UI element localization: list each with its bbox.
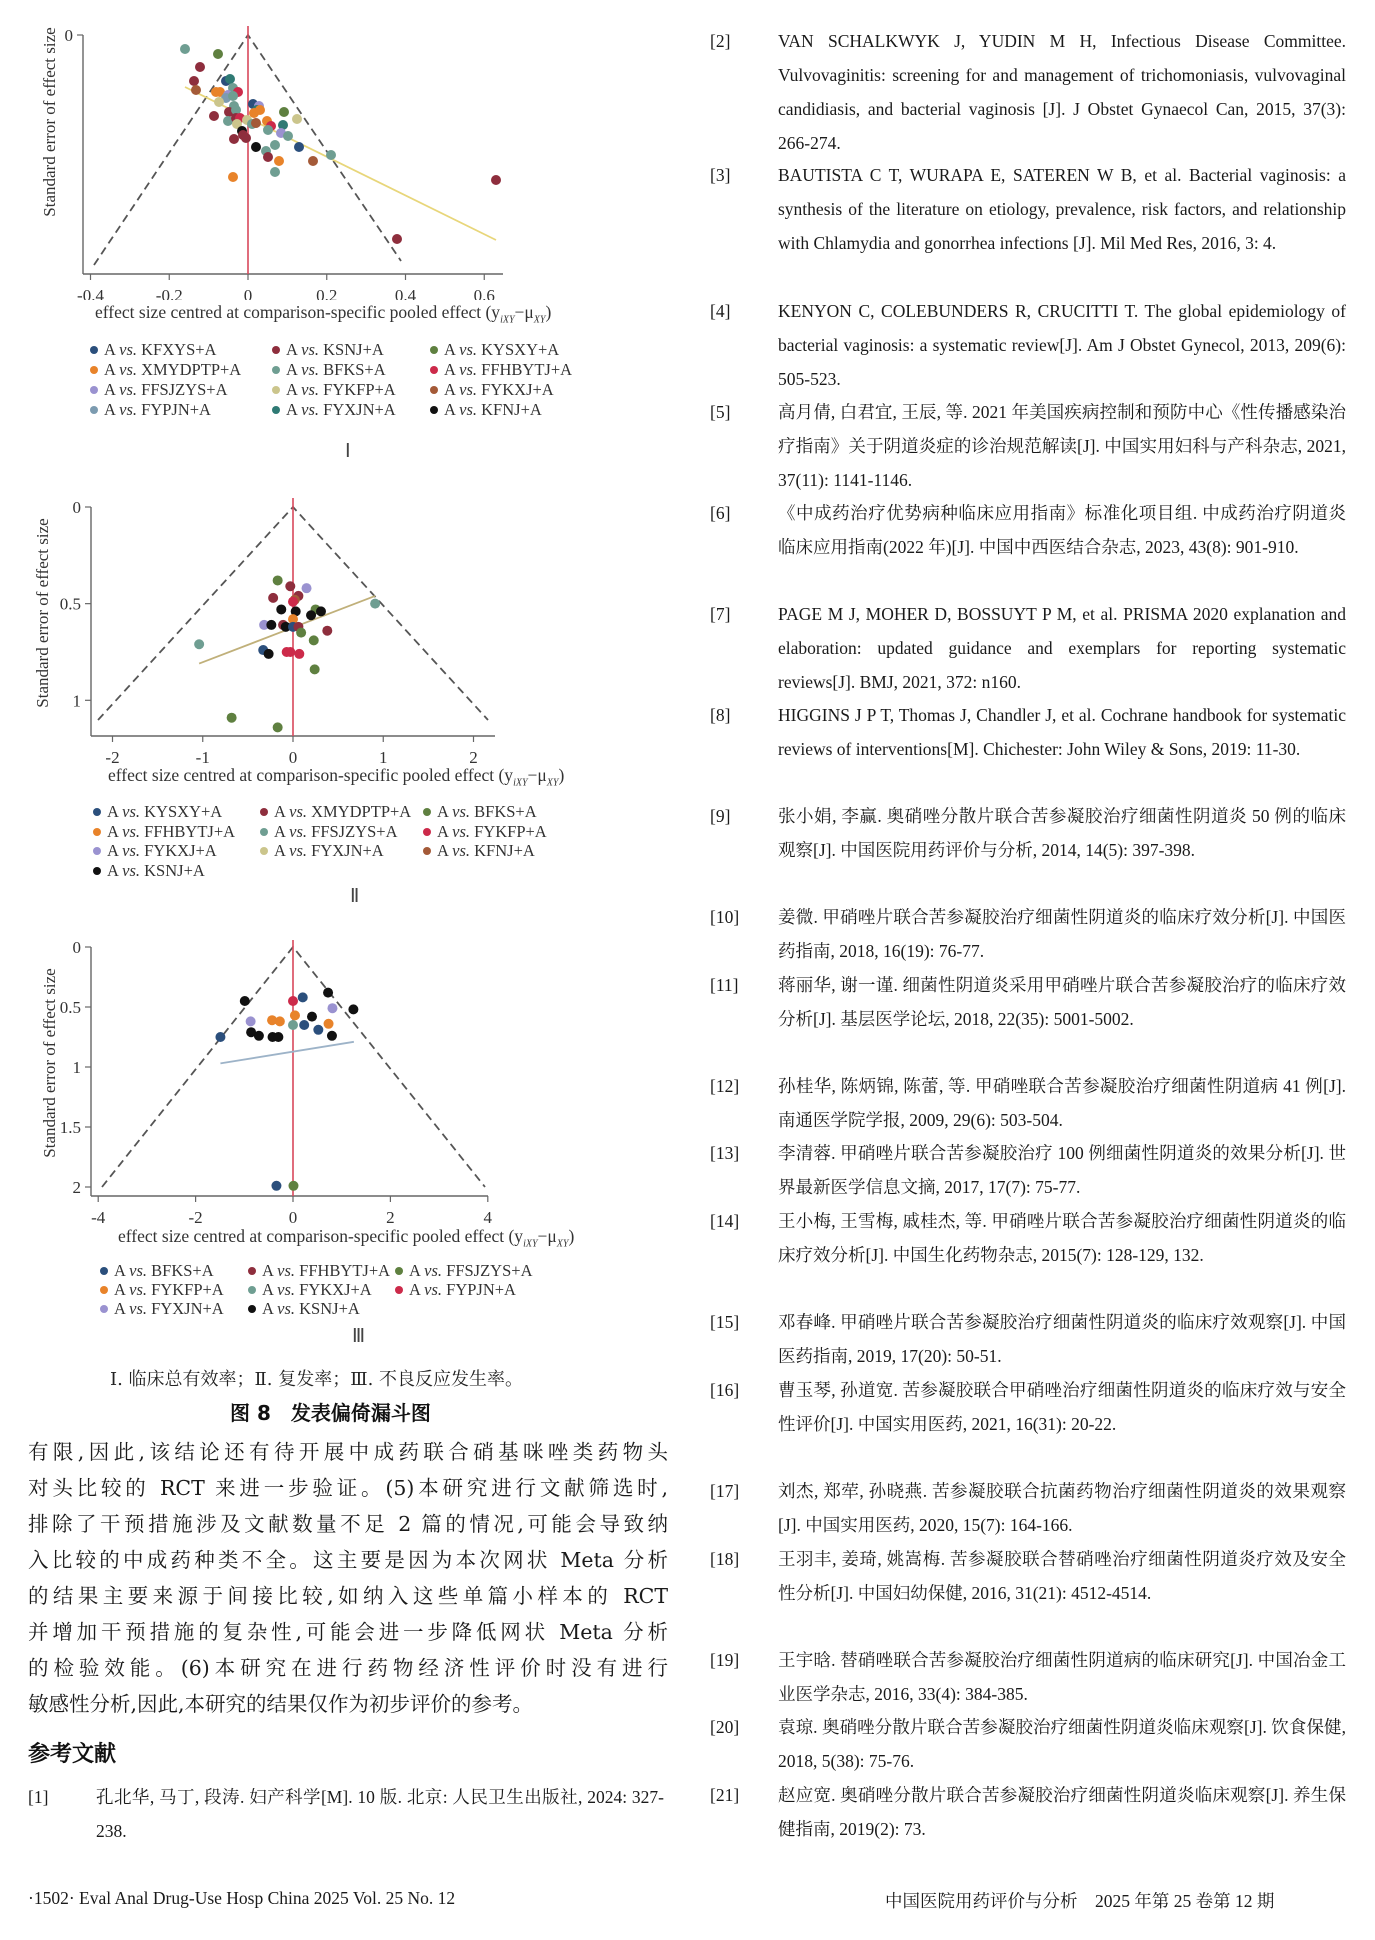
legend-item: A vs. KYSXY+A: [93, 802, 222, 821]
legend-item: A vs. FYKFP+A: [272, 380, 396, 399]
study-point: [273, 1032, 283, 1042]
reference-text: 《中成药治疗优势病种临床应用指南》标准化项目组. 中成药治疗阴道炎临床应用指南(2022 年)[J]. 中国中西医结合杂志, 2023, 43(8): 901-910.: [778, 503, 1346, 557]
study-point: [307, 1012, 317, 1022]
legend-item: A vs. XMYDPTP+A: [90, 360, 241, 379]
legend-dot-icon: [90, 406, 98, 414]
reference-number: [6]: [710, 503, 731, 523]
x-tick-label: -0.4: [77, 286, 104, 300]
legend-item: A vs. BFKS+A: [100, 1261, 214, 1280]
study-point: [215, 1032, 225, 1042]
funnel-plot-adverse-reactions: [0, 920, 680, 1230]
reference-item: [710, 496, 1350, 598]
reference-item: [710, 1474, 1350, 1542]
funnel-plot-clinical-efficacy: [0, 0, 680, 300]
panel-label-III: Ⅲ: [352, 1326, 366, 1347]
x-tick-label: -4: [91, 1208, 106, 1227]
study-point: [327, 1031, 337, 1041]
reference-number: [10]: [710, 907, 740, 927]
reference-item: [710, 1643, 1350, 1711]
legend-item: A vs. KSNJ+A: [248, 1299, 360, 1318]
x-tick-label: -1: [195, 748, 210, 767]
legend-dot-icon: [260, 808, 268, 816]
adjusted-regression-line: [220, 1042, 353, 1064]
study-point: [273, 722, 283, 732]
study-point: [273, 575, 283, 585]
study-point: [294, 142, 304, 152]
study-point: [274, 156, 284, 166]
reference-number: [1]: [28, 1787, 49, 1807]
legend-item: A vs. FYKXJ+A: [430, 380, 554, 399]
legend-dot-icon: [395, 1286, 403, 1294]
study-point: [285, 581, 295, 591]
funnel-plot-recurrence: [0, 480, 680, 770]
study-point: [302, 583, 312, 593]
body-text-line: 的结果主要来源于间接比较,如纳入这些单篇小样本的 RCT: [28, 1584, 668, 1608]
legend-dot-icon: [260, 828, 268, 836]
legend-item: A vs. FFHBYTJ+A: [248, 1261, 390, 1280]
legend-item: A vs. FFSJZYS+A: [90, 380, 227, 399]
legend-item: A vs. FYKFP+A: [100, 1280, 224, 1299]
study-point: [191, 85, 201, 95]
study-point: [316, 606, 326, 616]
study-point: [225, 74, 235, 84]
reference-number: [15]: [710, 1312, 740, 1332]
figure-title: 图 8 发表偏倚漏斗图: [230, 1401, 431, 1425]
study-point: [229, 134, 239, 144]
study-point: [271, 1181, 281, 1191]
legend-item: A vs. FFSJZYS+A: [260, 822, 397, 841]
study-point: [209, 111, 219, 121]
legend-item: A vs. FYXJN+A: [260, 841, 384, 860]
panel-label-I: Ⅰ: [345, 441, 351, 462]
reference-item: [710, 799, 1350, 901]
legend-dot-icon: [430, 406, 438, 414]
body-text-line: 敏感性分析,因此,本研究的结果仅作为初步评价的参考。: [28, 1692, 534, 1716]
reference-text: 袁琼. 奥硝唑分散片联合苦参凝胶治疗细菌性阴道炎临床观察[J]. 饮食保健, 2018, 5(38): 75-76.: [778, 1717, 1346, 1771]
reference-item: [28, 1780, 668, 1848]
legend-item: A vs. KFNJ+A: [423, 841, 535, 860]
study-point: [189, 76, 199, 86]
plot-area: [40, 26, 503, 300]
reference-text: 王宇晗. 替硝唑联合苦参凝胶治疗细菌性阴道病的临床研究[J]. 中国冶金工业医学杂志, 2016, 33(4): 384-385.: [778, 1650, 1346, 1704]
reference-number: [17]: [710, 1481, 740, 1501]
y-tick-label: 0.5: [59, 594, 81, 614]
study-point: [195, 62, 205, 72]
reference-number: [20]: [710, 1717, 740, 1737]
study-point: [194, 639, 204, 649]
legend-item: A vs. FYXJN+A: [100, 1299, 224, 1318]
reference-text: 王羽丰, 姜琦, 姚嵩梅. 苦参凝胶联合替硝唑治疗细菌性阴道炎疗效及安全性分析[J]. 中国妇幼保健, 2016, 31(21): 4512-4514.: [778, 1549, 1346, 1603]
legend-item: A vs. XMYDPTP+A: [260, 802, 411, 821]
legend-dot-icon: [248, 1305, 256, 1313]
reference-text: 赵应宽. 奥硝唑分散片联合苦参凝胶治疗细菌性阴道炎临床观察[J]. 养生保健指南, 2019(2): 73.: [778, 1785, 1346, 1839]
study-point: [308, 156, 318, 166]
study-point: [290, 1010, 300, 1020]
funnel-plot-canvas: [0, 0, 680, 300]
reference-number: [18]: [710, 1549, 740, 1569]
legend-dot-icon: [272, 366, 280, 374]
reference-number: [7]: [710, 604, 731, 624]
legend-item: A vs. BFKS+A: [272, 360, 386, 379]
footer-left: ·1502· Eval Anal Drug-Use Hosp China 2025 Vol. 25 No. 12: [28, 1888, 456, 1908]
body-text-line: 对头比较的 RCT 来进一步验证。(5)本研究进行文献筛选时,: [28, 1476, 668, 1500]
legend-item: A vs. FYXJN+A: [272, 400, 396, 419]
x-tick-label: -2: [105, 748, 120, 767]
plot-area: [33, 498, 495, 767]
reference-item: [710, 1136, 1350, 1204]
reference-text: 邓春峰. 甲硝唑片联合苦参凝胶治疗细菌性阴道炎的临床疗效观察[J]. 中国医药指南, 2019, 17(20): 50-51.: [778, 1312, 1346, 1366]
y-tick-label: 1: [72, 691, 81, 711]
legend-dot-icon: [430, 386, 438, 394]
reference-item: [710, 1305, 1350, 1373]
study-point: [309, 635, 319, 645]
reference-number: [11]: [710, 975, 739, 995]
study-point: [288, 1020, 298, 1030]
y-axis-label: Standard error of effect size: [33, 518, 52, 708]
study-point: [255, 105, 265, 115]
study-point: [254, 1031, 264, 1041]
study-point: [270, 140, 280, 150]
legend-item: A vs. FYPJN+A: [90, 400, 211, 419]
reference-item: [710, 1778, 1350, 1846]
legend-dot-icon: [272, 386, 280, 394]
reference-text: HIGGINS J P T, Thomas J, Chandler J, et al. Cochrane handbook for systematic reviews of interventions[M]. Chichester: John Wiley & Sons, 2019: 11-30.: [778, 705, 1346, 759]
study-point: [213, 49, 223, 59]
y-tick-label: 0: [72, 938, 81, 957]
legend-item: A vs. FYKFP+A: [423, 822, 547, 841]
study-point: [324, 1019, 334, 1029]
legend-dot-icon: [260, 847, 268, 855]
reference-number: [14]: [710, 1211, 740, 1231]
x-tick-label: -0.2: [155, 286, 183, 300]
study-point: [326, 150, 336, 160]
study-point: [392, 234, 402, 244]
legend-item: A vs. FFHBYTJ+A: [430, 360, 572, 379]
legend-item: A vs. FFHBYTJ+A: [93, 822, 235, 841]
y-axis-label: Standard error of effect size: [40, 968, 59, 1158]
reference-text: 李清蓉. 甲硝唑片联合苦参凝胶治疗 100 例细菌性阴道炎的效果分析[J]. 世界最新医学信息文摘, 2017, 17(7): 75-77.: [778, 1143, 1346, 1197]
x-axis-label-II: effect size centred at comparison-specific pooled effect $(y_{iXY}-\mu_{XY})$: [108, 765, 565, 789]
reference-item: [710, 597, 1350, 699]
funnel-plot-canvas: [0, 480, 680, 770]
legend-item: A vs. FYPJN+A: [395, 1280, 516, 1299]
legend-item: A vs. FFSJZYS+A: [395, 1261, 532, 1280]
legend-dot-icon: [430, 366, 438, 374]
study-point: [294, 649, 304, 659]
study-point: [240, 996, 250, 1006]
study-point: [296, 628, 306, 638]
study-point: [323, 988, 333, 998]
legend-item: A vs. KFNJ+A: [430, 400, 542, 419]
study-point: [279, 107, 289, 117]
x-tick-label: 0.2: [316, 286, 338, 300]
reference-text: KENYON C, COLEBUNDERS R, CRUCITTI T. The global epidemiology of bacterial vaginosis: a systematic review[J]. Am J Obstet Gynecol, 2013, 209(6): 505-523.: [778, 301, 1346, 389]
study-point: [275, 1016, 285, 1026]
reference-number: [5]: [710, 402, 731, 422]
legend-I: [90, 340, 670, 420]
reference-item: [710, 158, 1350, 294]
legend-dot-icon: [423, 808, 431, 816]
body-paragraph: [28, 1434, 668, 1722]
legend-dot-icon: [272, 346, 280, 354]
reference-number: [8]: [710, 705, 731, 725]
study-point: [251, 142, 261, 152]
panel-label-II: Ⅱ: [350, 886, 360, 907]
y-tick-label: 1: [72, 1058, 81, 1077]
x-tick-label: 2: [386, 1208, 395, 1227]
study-point: [228, 172, 238, 182]
reference-number: [16]: [710, 1380, 740, 1400]
legend-dot-icon: [93, 828, 101, 836]
y-tick-label: 2: [72, 1178, 81, 1197]
reference-item: [710, 294, 1350, 396]
legend-dot-icon: [423, 828, 431, 836]
legend-II: [93, 802, 673, 882]
legend-item: A vs. FYKXJ+A: [248, 1280, 372, 1299]
legend-dot-icon: [272, 406, 280, 414]
study-point: [370, 599, 380, 609]
study-point: [288, 1181, 298, 1191]
reference-text: 孙桂华, 陈炳锦, 陈蕾, 等. 甲硝唑联合苦参凝胶治疗细菌性阴道病 41 例[J]. 南通医学院学报, 2009, 29(6): 503-504.: [778, 1076, 1346, 1130]
reference-number: [12]: [710, 1076, 740, 1096]
study-point: [241, 133, 251, 143]
reference-text: 高月倩, 白君宜, 王辰, 等. 2021 年美国疾病控制和预防中心《性传播感染治疗指南》关于阴道炎症的诊治规范解读[J]. 中国实用妇科与产科杂志, 2021, 37(11): 1141-1146.: [778, 402, 1346, 490]
x-tick-label: 4: [483, 1208, 493, 1227]
body-text-line: 并增加干预措施的复杂性,可能会进一步降低网状 Meta 分析: [28, 1620, 668, 1644]
reference-number: [9]: [710, 806, 731, 826]
study-point: [214, 97, 224, 107]
study-point: [263, 152, 273, 162]
reference-number: [2]: [710, 31, 731, 51]
study-point: [327, 1003, 337, 1013]
y-tick-label: 1.5: [59, 1118, 81, 1137]
x-tick-label: 0: [288, 1208, 298, 1227]
x-tick-label: 0: [288, 748, 298, 767]
x-tick-label: 0.6: [473, 286, 495, 300]
legend-item: A vs. FYKXJ+A: [93, 841, 217, 860]
x-axis-label-III: effect size centred at comparison-specific pooled effect $(y_{iXY}-\mu_{XY})$: [118, 1226, 575, 1250]
reference-number: [13]: [710, 1143, 740, 1163]
reference-text: 王小梅, 王雪梅, 戚桂杰, 等. 甲硝唑片联合苦参凝胶治疗细菌性阴道炎的临床疗效分析[J]. 中国生化药物杂志, 2015(7): 128-129, 132.: [778, 1211, 1346, 1265]
x-tick-label: 0: [243, 286, 253, 300]
reference-item: [710, 1373, 1350, 1475]
legend-dot-icon: [100, 1286, 108, 1294]
reference-number: [3]: [710, 165, 731, 185]
study-point: [285, 647, 295, 657]
study-point: [299, 1020, 309, 1030]
x-axis-label-I: effect size centred at comparison-specific pooled effect $(y_{iXY}-\mu_{XY})$: [95, 302, 552, 326]
legend-dot-icon: [90, 386, 98, 394]
study-point: [276, 604, 286, 614]
study-point: [266, 620, 276, 630]
study-point: [322, 626, 332, 636]
legend-dot-icon: [93, 847, 101, 855]
reference-number: [19]: [710, 1650, 740, 1670]
legend-item: A vs. BFKS+A: [423, 802, 537, 821]
body-text-line: 入比较的中成药种类不全。这主要是因为本次网状 Meta 分析: [28, 1548, 668, 1572]
reference-item: [710, 1069, 1350, 1137]
legend-dot-icon: [93, 808, 101, 816]
study-point: [228, 91, 238, 101]
study-point: [292, 114, 302, 124]
study-point: [263, 125, 273, 135]
study-point: [313, 1025, 323, 1035]
study-point: [298, 992, 308, 1002]
reference-item: [710, 1710, 1350, 1778]
footer-right: 中国医院用药评价与分析 2025 年第 25 卷第 12 期: [885, 1891, 1275, 1911]
reference-text: VAN SCHALKWYK J, YUDIN M H, Infectious Disease Committee. Vulvovaginitis: screening for and management of trichomoniasis, vulvovaginal candidiasis, and bacterial vaginosis [J]. J Obstet Gynaecol Can, 2015, 37(3): 266-274.: [778, 31, 1346, 153]
reference-item: [710, 698, 1350, 800]
study-point: [288, 996, 298, 1006]
study-point: [270, 167, 280, 177]
y-axis-label: Standard error of effect size: [40, 27, 59, 217]
x-tick-label: 0.4: [394, 286, 417, 300]
study-point: [227, 713, 237, 723]
x-tick-label: 2: [469, 748, 478, 767]
reference-item: [710, 1204, 1350, 1306]
study-point: [288, 597, 298, 607]
legend-dot-icon: [248, 1286, 256, 1294]
y-tick-label: 0.5: [59, 998, 81, 1017]
study-point: [491, 175, 501, 185]
legend-item: A vs. KYSXY+A: [430, 340, 559, 359]
study-point: [246, 1016, 256, 1026]
study-point: [283, 131, 293, 141]
study-point: [268, 593, 278, 603]
reference-number: [4]: [710, 301, 731, 321]
x-tick-label: 1: [379, 748, 388, 767]
reference-item: [710, 395, 1350, 497]
reference-number: [21]: [710, 1785, 740, 1805]
references-heading: 参考文献: [28, 1742, 117, 1767]
study-point: [180, 44, 190, 54]
legend-item: A vs. KSNJ+A: [272, 340, 384, 359]
reference-text: 刘杰, 郑荦, 孙晓燕. 苦参凝胶联合抗菌药物治疗细菌性阴道炎的效果观察[J]. 中国实用医药, 2020, 15(7): 164-166.: [778, 1481, 1346, 1535]
legend-dot-icon: [100, 1267, 108, 1275]
reference-text: 蒋丽华, 谢一谨. 细菌性阴道炎采用甲硝唑片联合苦参凝胶治疗的临床疗效分析[J]. 基层医学论坛, 2018, 22(35): 5001-5002.: [778, 975, 1346, 1029]
x-tick-label: -2: [188, 1208, 203, 1227]
reference-item: [710, 24, 1350, 160]
legend-dot-icon: [430, 346, 438, 354]
study-point: [348, 1004, 358, 1014]
reference-text: PAGE M J, MOHER D, BOSSUYT P M, et al. PRISMA 2020 explanation and elaboration: updated guidance and exemplars for reporting systematic reviews[J]. BMJ, 2021, 372: n160.: [778, 604, 1346, 692]
reference-text: 曹玉琴, 孙道宽. 苦参凝胶联合甲硝唑治疗细菌性阴道炎的临床疗效与安全性评价[J]. 中国实用医药, 2021, 16(31): 20-22.: [778, 1380, 1346, 1434]
body-text-line: 有限,因此,该结论还有待开展中成药联合硝基咪唑类药物头: [28, 1440, 668, 1464]
funnel-plot-canvas: [0, 920, 680, 1230]
legend-dot-icon: [90, 346, 98, 354]
y-tick-label: 0: [64, 26, 73, 45]
legend-dot-icon: [423, 847, 431, 855]
legend-dot-icon: [90, 366, 98, 374]
study-point: [306, 610, 316, 620]
reference-text: 孔北华, 马丁, 段涛. 妇产科学[M]. 10 版. 北京: 人民卫生出版社, 2024: 327-238.: [96, 1787, 664, 1841]
reference-item: [710, 900, 1350, 968]
figure-panel-caption: Ⅰ. 临床总有效率；Ⅱ. 复发率；Ⅲ. 不良反应发生率。: [110, 1369, 524, 1390]
legend-dot-icon: [248, 1267, 256, 1275]
reference-text: 姜微. 甲硝唑片联合苦参凝胶治疗细菌性阴道炎的临床疗效分析[J]. 中国医药指南, 2018, 16(19): 76-77.: [778, 907, 1346, 961]
study-point: [310, 664, 320, 674]
reference-item: [710, 1542, 1350, 1644]
plot-area: [40, 938, 493, 1227]
legend-item: A vs. KFXYS+A: [90, 340, 216, 359]
reference-text: 张小娟, 李赢. 奥硝唑分散片联合苦参凝胶治疗细菌性阴道炎 50 例的临床观察[J]. 中国医院用药评价与分析, 2014, 14(5): 397-398.: [778, 806, 1346, 860]
legend-dot-icon: [395, 1267, 403, 1275]
reference-text: BAUTISTA C T, WURAPA E, SATEREN W B, et al. Bacterial vaginosis: a synthesis of the literature on etiology, prevalence, risk factors, and relationship with Chlamydia and gonorrhea infections [J]. Mil Med Res, 2016, 3: 4.: [778, 165, 1346, 253]
study-point: [264, 649, 274, 659]
y-tick-label: 0: [72, 498, 81, 517]
study-point: [251, 118, 261, 128]
legend-III: [100, 1261, 680, 1321]
body-text-line: 的检验效能。(6)本研究在进行药物经济性评价时没有进行: [28, 1656, 668, 1680]
legend-dot-icon: [100, 1305, 108, 1313]
reference-item: [710, 968, 1350, 1070]
legend-dot-icon: [93, 867, 101, 875]
body-text-line: 排除了干预措施涉及文献数量不足 2 篇的情况,可能会导致纳: [28, 1512, 668, 1536]
legend-item: A vs. KSNJ+A: [93, 861, 205, 880]
